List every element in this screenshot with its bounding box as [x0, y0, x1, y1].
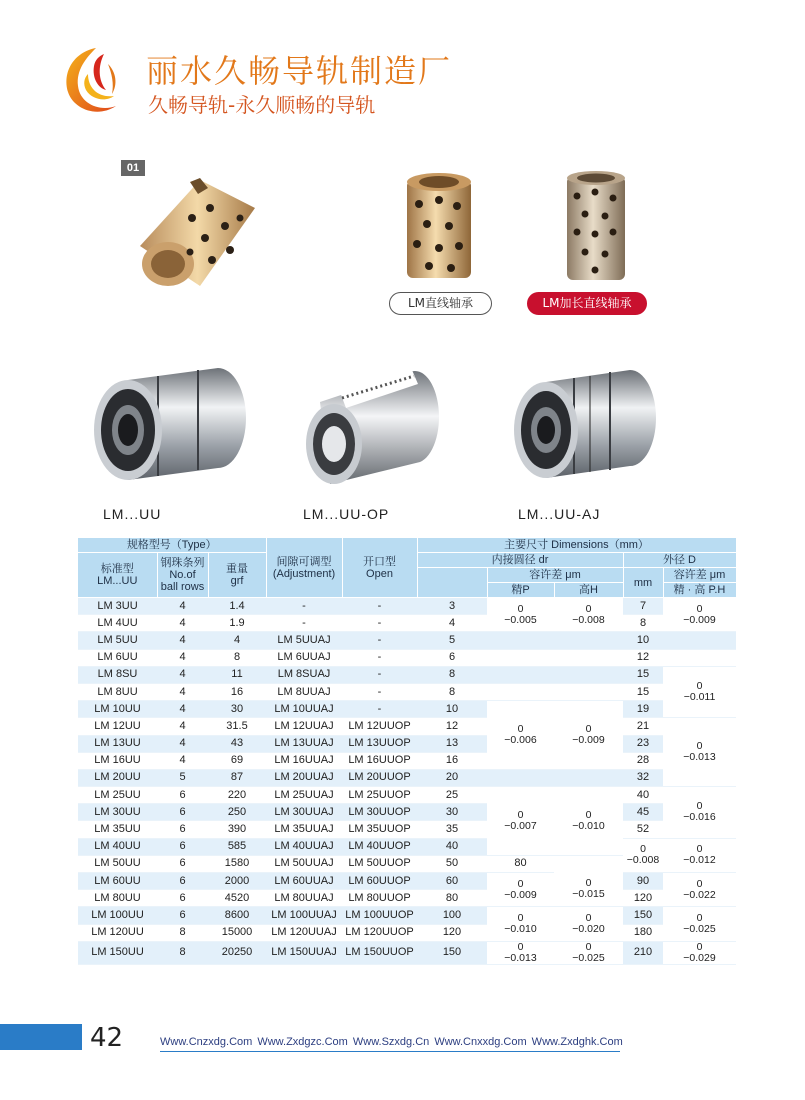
adjustable-model: LM 12UUAJ: [266, 718, 342, 735]
tolerance-precision: 0 −0.006: [487, 701, 554, 770]
header-adjust: 间隙可调型 (Adjustment): [266, 538, 342, 598]
ball-rows: 6: [157, 821, 208, 838]
tolerance-high: [554, 683, 623, 700]
adjustable-model: LM 6UUAJ: [266, 649, 342, 666]
header-open: 开口型 Open: [342, 538, 417, 598]
tolerance-high: 0 −0.010: [554, 787, 623, 856]
inner-diameter: 12: [417, 718, 487, 735]
lm-uu-op-bearing-photo: [300, 362, 440, 492]
adjustable-model: LM 10UUAJ: [266, 701, 342, 718]
outer-diameter: 19: [623, 701, 663, 718]
open-model: LM 20UUOP: [342, 769, 417, 786]
adjustable-model: LM 25UUAJ: [266, 787, 342, 804]
table-row: [78, 632, 736, 649]
lm-uu-bearing-photo: [88, 360, 248, 490]
weight: 2000: [208, 873, 266, 890]
weight: 8: [208, 649, 266, 666]
inner-diameter: 13: [417, 735, 487, 752]
header-precision: 精P: [487, 583, 554, 598]
inner-diameter: 50: [417, 855, 487, 872]
ball-rows: 6: [157, 804, 208, 821]
adjustable-model: LM 150UUAJ: [266, 941, 342, 964]
standard-model: LM 35UU: [78, 821, 157, 838]
header-spec: 规格型号（Type）: [78, 538, 266, 553]
ball-rows: 4: [157, 666, 208, 683]
inner-diameter: 20: [417, 769, 487, 786]
tolerance-outer: 0 −0.016: [663, 787, 736, 839]
footer-website-links[interactable]: Www.Cnzxdg.Com Www.Zxdgzc.Com Www.Szxdg.Cn Www.Cnxxdg.Com Www.Zxdghk.Com: [160, 1036, 623, 1048]
tolerance-precision: 0 −0.009: [487, 873, 554, 907]
company-logo: [58, 44, 128, 118]
tolerance-high: 0 −0.012: [663, 838, 736, 872]
inner-diameter: 8: [417, 683, 487, 700]
tolerance-outer: [663, 649, 736, 666]
open-model: LM 50UUOP: [342, 855, 417, 872]
weight: 1.4: [208, 598, 266, 615]
weight: 1580: [208, 855, 266, 872]
adjustable-model: -: [266, 615, 342, 632]
inner-diameter: 30: [417, 804, 487, 821]
header-weight: 重量 grf: [208, 553, 266, 598]
page-number: 42: [90, 1023, 124, 1053]
outer-diameter: 15: [623, 683, 663, 700]
ball-rows: 6: [157, 787, 208, 804]
ball-rows: 6: [157, 838, 208, 855]
adjustable-model: LM 35UUAJ: [266, 821, 342, 838]
ball-rows: 4: [157, 752, 208, 769]
header-dimensions: 主要尺寸 Dimensions（mm）: [417, 538, 736, 553]
table-row: [78, 890, 736, 907]
standard-model: LM 5UU: [78, 632, 157, 649]
inner-diameter: 35: [417, 821, 487, 838]
adjustable-model: LM 30UUAJ: [266, 804, 342, 821]
bronze-bearing-photo: [405, 170, 473, 285]
weight: 30: [208, 701, 266, 718]
ball-rows: 4: [157, 615, 208, 632]
open-model: LM 25UUOP: [342, 787, 417, 804]
inner-diameter: 150: [417, 941, 487, 964]
header-inner-diameter: 内接圆径 dr: [417, 553, 623, 568]
outer-diameter: 21: [623, 718, 663, 735]
standard-model: LM 13UU: [78, 735, 157, 752]
outer-diameter: 80: [487, 855, 554, 872]
inner-diameter: 4: [417, 615, 487, 632]
tolerance-precision: [487, 683, 554, 700]
standard-model: LM 6UU: [78, 649, 157, 666]
tolerance-high: 0 −0.009: [554, 701, 623, 770]
tolerance-high: [554, 649, 623, 666]
tolerance-high: 0 −0.020: [554, 907, 623, 941]
ball-rows: 4: [157, 649, 208, 666]
standard-model: LM 3UU: [78, 598, 157, 615]
weight: 4: [208, 632, 266, 649]
open-model: -: [342, 701, 417, 718]
inner-diameter: 60: [417, 873, 487, 890]
table-row: [78, 666, 736, 683]
weight: 31.5: [208, 718, 266, 735]
header-outer-diameter: 外径 D: [623, 553, 736, 568]
weight: 250: [208, 804, 266, 821]
inner-diameter: 40: [417, 838, 487, 855]
weight: 15000: [208, 924, 266, 941]
ball-rows: 4: [157, 598, 208, 615]
ball-rows: 4: [157, 683, 208, 700]
table-row: [78, 838, 736, 855]
outer-diameter: 45: [623, 804, 663, 821]
tolerance-precision: [487, 649, 554, 666]
footer-bar: [0, 1024, 82, 1050]
ball-rows: 6: [157, 907, 208, 924]
adjustable-model: LM 20UUAJ: [266, 769, 342, 786]
outer-diameter: 120: [623, 890, 663, 907]
table-row: [78, 598, 736, 615]
open-model: -: [342, 632, 417, 649]
weight: 69: [208, 752, 266, 769]
standard-model: LM 100UU: [78, 907, 157, 924]
header-high: 高H: [554, 583, 623, 598]
company-name: 丽水久畅导轨制造厂: [146, 52, 453, 90]
tolerance-outer: 0 −0.013: [663, 718, 736, 787]
inner-diameter: 3: [417, 598, 487, 615]
weight: 390: [208, 821, 266, 838]
open-model: LM 120UUOP: [342, 924, 417, 941]
tolerance-precision: 0 −0.007: [487, 787, 554, 856]
table-row: [78, 804, 736, 821]
weight: 8600: [208, 907, 266, 924]
table-row: [78, 924, 736, 941]
tolerance-high: 0 −0.008: [554, 598, 623, 632]
bronze-long-bearing-photo: [565, 170, 627, 285]
adjustable-model: LM 60UUAJ: [266, 873, 342, 890]
ball-rows: 6: [157, 890, 208, 907]
tolerance-outer: 0 −0.025: [663, 907, 736, 941]
header-inner-tolerance: 容许差 μm: [487, 568, 623, 583]
section-badge: 01: [121, 160, 145, 176]
tolerance-precision: [487, 769, 554, 786]
ball-rows: 4: [157, 632, 208, 649]
tolerance-outer: [663, 632, 736, 649]
table-row: [78, 787, 736, 804]
inner-diameter: 5: [417, 632, 487, 649]
adjustable-model: LM 5UUAJ: [266, 632, 342, 649]
tolerance-high: 0 −0.015: [554, 873, 623, 907]
standard-model: LM 30UU: [78, 804, 157, 821]
table-row: [78, 735, 736, 752]
outer-diameter: 7: [623, 598, 663, 615]
tolerance-outer: 0 −0.011: [663, 666, 736, 718]
table-row: [78, 907, 736, 924]
outer-diameter: 180: [623, 924, 663, 941]
open-model: LM 13UUOP: [342, 735, 417, 752]
table-row: [78, 649, 736, 666]
inner-diameter: 80: [417, 890, 487, 907]
table-row: [78, 941, 736, 964]
open-model: LM 80UUOP: [342, 890, 417, 907]
outer-diameter: 32: [623, 769, 663, 786]
open-model: -: [342, 649, 417, 666]
ball-rows: 4: [157, 718, 208, 735]
tolerance-outer: 0 −0.022: [663, 873, 736, 907]
adjustable-model: LM 100UUAJ: [266, 907, 342, 924]
standard-model: LM 10UU: [78, 701, 157, 718]
tolerance-high: [554, 769, 623, 786]
ball-rows: 6: [157, 873, 208, 890]
spec-table: [78, 538, 736, 965]
open-model: LM 100UUOP: [342, 907, 417, 924]
inner-diameter: 6: [417, 649, 487, 666]
outer-diameter: 40: [623, 787, 663, 804]
caption-lm-uu-aj: LM...UU-AJ: [518, 506, 601, 522]
tolerance-outer: 0 −0.029: [663, 941, 736, 964]
inner-diameter: 25: [417, 787, 487, 804]
tolerance-precision: [487, 666, 554, 683]
open-model: LM 40UUOP: [342, 838, 417, 855]
tolerance-high: [554, 666, 623, 683]
lm-uu-aj-bearing-photo: [510, 362, 660, 490]
table-row: [78, 821, 736, 838]
adjustable-model: LM 13UUAJ: [266, 735, 342, 752]
ball-rows: 6: [157, 855, 208, 872]
caption-lm-uu-op: LM...UU-OP: [303, 506, 390, 522]
table-row: [78, 769, 736, 786]
outer-diameter: 10: [623, 632, 663, 649]
lm-long-bearing-label: LM加长直线轴承: [527, 292, 647, 315]
weight: 87: [208, 769, 266, 786]
inner-diameter: 10: [417, 701, 487, 718]
adjustable-model: LM 16UUAJ: [266, 752, 342, 769]
tolerance-precision: 0 −0.005: [487, 598, 554, 632]
weight: 585: [208, 838, 266, 855]
weight: 11: [208, 666, 266, 683]
standard-model: LM 8UU: [78, 683, 157, 700]
tolerance-precision: 0 −0.013: [487, 941, 554, 964]
outer-diameter: 8: [623, 615, 663, 632]
standard-model: LM 80UU: [78, 890, 157, 907]
ball-rows: 4: [157, 701, 208, 718]
open-model: LM 60UUOP: [342, 873, 417, 890]
ball-rows: 8: [157, 924, 208, 941]
header-dr-value: [417, 568, 487, 598]
table-row: [78, 752, 736, 769]
tolerance-precision: [487, 632, 554, 649]
standard-model: LM 40UU: [78, 838, 157, 855]
open-model: LM 35UUOP: [342, 821, 417, 838]
inner-diameter: 8: [417, 666, 487, 683]
open-model: -: [342, 683, 417, 700]
ball-rows: 4: [157, 735, 208, 752]
standard-model: LM 4UU: [78, 615, 157, 632]
open-model: -: [342, 615, 417, 632]
weight: 220: [208, 787, 266, 804]
header-precision-high: 精 · 高 P.H: [663, 583, 736, 598]
adjustable-model: LM 120UUAJ: [266, 924, 342, 941]
outer-diameter: 28: [623, 752, 663, 769]
standard-model: LM 25UU: [78, 787, 157, 804]
open-model: LM 16UUOP: [342, 752, 417, 769]
ball-rows: 5: [157, 769, 208, 786]
footer-underline: [160, 1051, 620, 1052]
tolerance-high: [554, 632, 623, 649]
outer-diameter: 52: [623, 821, 663, 838]
standard-model: LM 12UU: [78, 718, 157, 735]
table-row: [78, 873, 736, 890]
bronze-open-bearing-photo: [130, 168, 270, 293]
inner-diameter: 120: [417, 924, 487, 941]
tolerance-high: 0 −0.025: [554, 941, 623, 964]
header-ball-rows: 钢珠条列 No.of ball rows: [157, 553, 208, 598]
table-row: [78, 615, 736, 632]
adjustable-model: LM 8SUAJ: [266, 666, 342, 683]
table-row: [78, 683, 736, 700]
header-standard: 标准型 LM...UU: [78, 553, 157, 598]
outer-diameter: 12: [623, 649, 663, 666]
inner-diameter: 100: [417, 907, 487, 924]
outer-diameter: 150: [623, 907, 663, 924]
caption-lm-uu: LM...UU: [103, 506, 162, 522]
weight: 16: [208, 683, 266, 700]
lm-bearing-label: LM直线轴承: [389, 292, 492, 315]
open-model: -: [342, 598, 417, 615]
weight: 20250: [208, 941, 266, 964]
adjustable-model: LM 40UUAJ: [266, 838, 342, 855]
standard-model: LM 120UU: [78, 924, 157, 941]
tolerance-outer: 0 −0.009: [663, 598, 736, 632]
header-mm: mm: [623, 568, 663, 598]
standard-model: LM 20UU: [78, 769, 157, 786]
open-model: -: [342, 666, 417, 683]
header-outer-tolerance: 容许差 μm: [663, 568, 736, 583]
outer-diameter: 15: [623, 666, 663, 683]
standard-model: LM 8SU: [78, 666, 157, 683]
table-row: [78, 718, 736, 735]
tolerance-precision: 0 −0.008: [623, 838, 663, 872]
standard-model: LM 50UU: [78, 855, 157, 872]
tolerance-precision: 0 −0.010: [487, 907, 554, 941]
table-row: [78, 701, 736, 718]
adjustable-model: LM 80UUAJ: [266, 890, 342, 907]
outer-diameter: 23: [623, 735, 663, 752]
outer-diameter: 210: [623, 941, 663, 964]
open-model: LM 150UUOP: [342, 941, 417, 964]
weight: 4520: [208, 890, 266, 907]
company-slogan: 久畅导轨-永久顺畅的导轨: [148, 93, 376, 117]
open-model: LM 30UUOP: [342, 804, 417, 821]
adjustable-model: LM 50UUAJ: [266, 855, 342, 872]
outer-diameter: 90: [623, 873, 663, 890]
open-model: LM 12UUOP: [342, 718, 417, 735]
weight: 1.9: [208, 615, 266, 632]
standard-model: LM 150UU: [78, 941, 157, 964]
standard-model: LM 60UU: [78, 873, 157, 890]
adjustable-model: -: [266, 598, 342, 615]
inner-diameter: 16: [417, 752, 487, 769]
ball-rows: 8: [157, 941, 208, 964]
weight: 43: [208, 735, 266, 752]
adjustable-model: LM 8UUAJ: [266, 683, 342, 700]
standard-model: LM 16UU: [78, 752, 157, 769]
